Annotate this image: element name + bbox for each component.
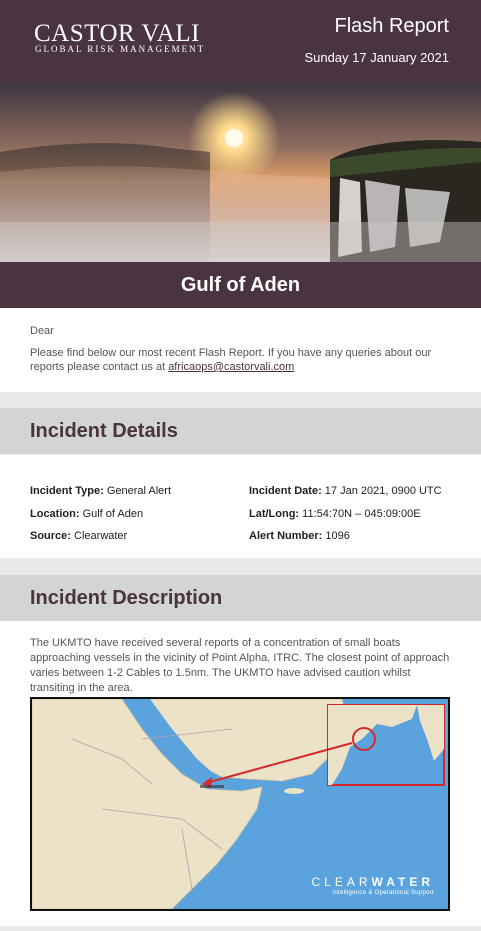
alert-number-label: Alert Number: xyxy=(249,530,323,542)
incident-date-label: Incident Date: xyxy=(249,485,322,497)
latlong-label: Lat/Long: xyxy=(249,508,300,520)
report-header xyxy=(0,0,481,82)
incident-date-row xyxy=(249,485,442,497)
latlong-value: 11:54:70N – 045:09:00E xyxy=(302,508,421,520)
clearwater-tagline: Intelligence & Operational Support xyxy=(332,890,434,896)
latlong-row xyxy=(249,508,421,520)
location-row xyxy=(30,508,143,520)
incident-details-heading: Incident Details xyxy=(30,420,178,442)
location-value: Gulf of Aden xyxy=(82,508,144,520)
source-label: Source: xyxy=(30,530,71,542)
incident-description-heading: Incident Description xyxy=(30,587,223,609)
incident-type-row xyxy=(30,485,171,497)
alert-number-value: 1096 xyxy=(325,530,350,542)
source-value: Clearwater xyxy=(74,530,128,542)
location-label: Location: xyxy=(30,508,80,520)
source-row xyxy=(30,530,127,542)
region-banner xyxy=(0,262,481,308)
clearwater-logo-prefix: CLEAR xyxy=(311,875,372,889)
clearwater-logo xyxy=(312,875,434,889)
incident-description-text: The UKMTO have received several reports of a concentration of small boats approaching vessels in the vicinity of Point Alpha, ITRC. The closest point of approach varies between 1-2 Cables to 1.5nm. The UKMTO have advised caution whilst transiting in the area. xyxy=(30,637,450,694)
greeting-text: Dear xyxy=(30,325,54,337)
incident-details-panel xyxy=(0,455,481,558)
contact-email-link[interactable]: africaops@castorvali.com xyxy=(168,361,295,373)
incident-date-value: 17 Jan 2021, 0900 UTC xyxy=(324,485,442,497)
incident-description-header xyxy=(0,575,481,621)
report-title: Flash Report xyxy=(334,15,449,37)
region-title: Gulf of Aden xyxy=(180,274,301,296)
intro-section xyxy=(0,308,481,392)
incident-type-label: Incident Type: xyxy=(30,485,104,497)
incident-type-value: General Alert xyxy=(106,485,172,497)
incident-map xyxy=(30,697,450,911)
hero-image xyxy=(0,82,481,262)
incident-details-header xyxy=(0,408,481,454)
incident-description-panel xyxy=(0,621,481,926)
report-date: Sunday 17 January 2021 xyxy=(304,50,449,65)
clearwater-logo-suffix: WATER xyxy=(371,875,434,889)
intro-paragraph xyxy=(30,346,451,374)
company-logo: CASTOR VALI xyxy=(34,20,200,47)
company-logo-tagline: GLOBAL RISK MANAGEMENT xyxy=(35,44,206,54)
intro-body-text: Please find below our most recent Flash Report. If you have any queries about our reports please contact us at xyxy=(30,347,432,373)
alert-number-row xyxy=(249,530,350,542)
